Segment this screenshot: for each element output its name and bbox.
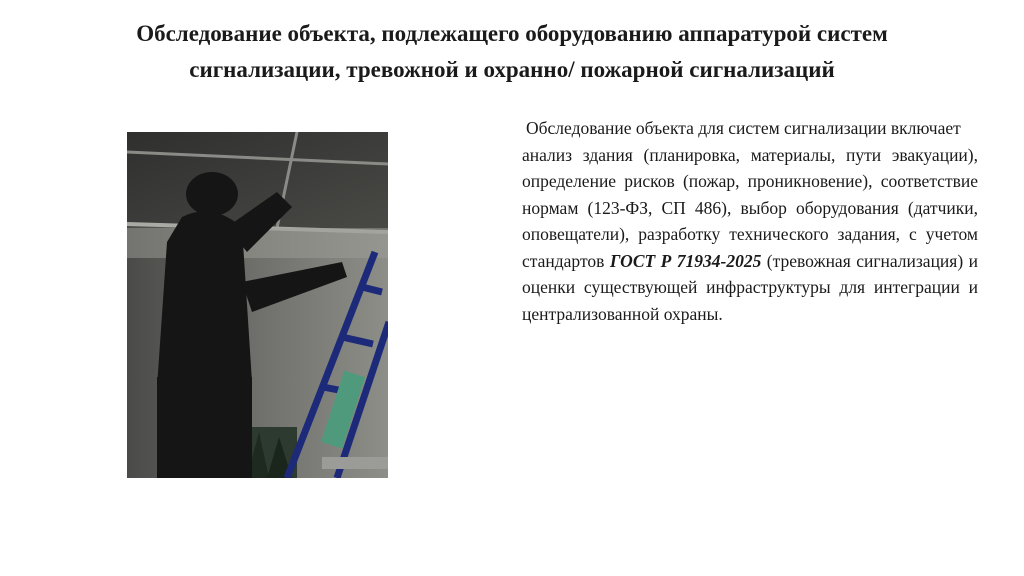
survey-intro-text: Обследование объекта для систем сигнализации включает: [526, 118, 961, 138]
detail-part-1: анализ здания (планировка, материалы, пути эвакуации), определение рисков (пожар, проникновение), соответствие нормам (123-ФЗ, СП 486), выбор оборудования (датчики, оповещатели), разработку технического задания, с учетом стандартов: [522, 144, 978, 271]
detail-part-2: (тревожная сигнализация) и оценки существующей инфраструктуры для интеграции и централизованной охраны.: [522, 250, 978, 324]
standard-reference: ГОСТ Р 71934-2025: [609, 250, 762, 271]
survey-description: [522, 115, 978, 327]
site-survey-photo: [127, 132, 388, 478]
survey-detail-text: [522, 142, 978, 328]
slide-title: [30, 16, 994, 88]
title-line-1: Обследование объекта, подлежащего оборудованию аппаратурой систем: [136, 21, 888, 46]
title-line-2: сигнализации, тревожной и охранно/ пожарной сигнализаций: [189, 57, 835, 82]
photo-image: [127, 132, 388, 478]
